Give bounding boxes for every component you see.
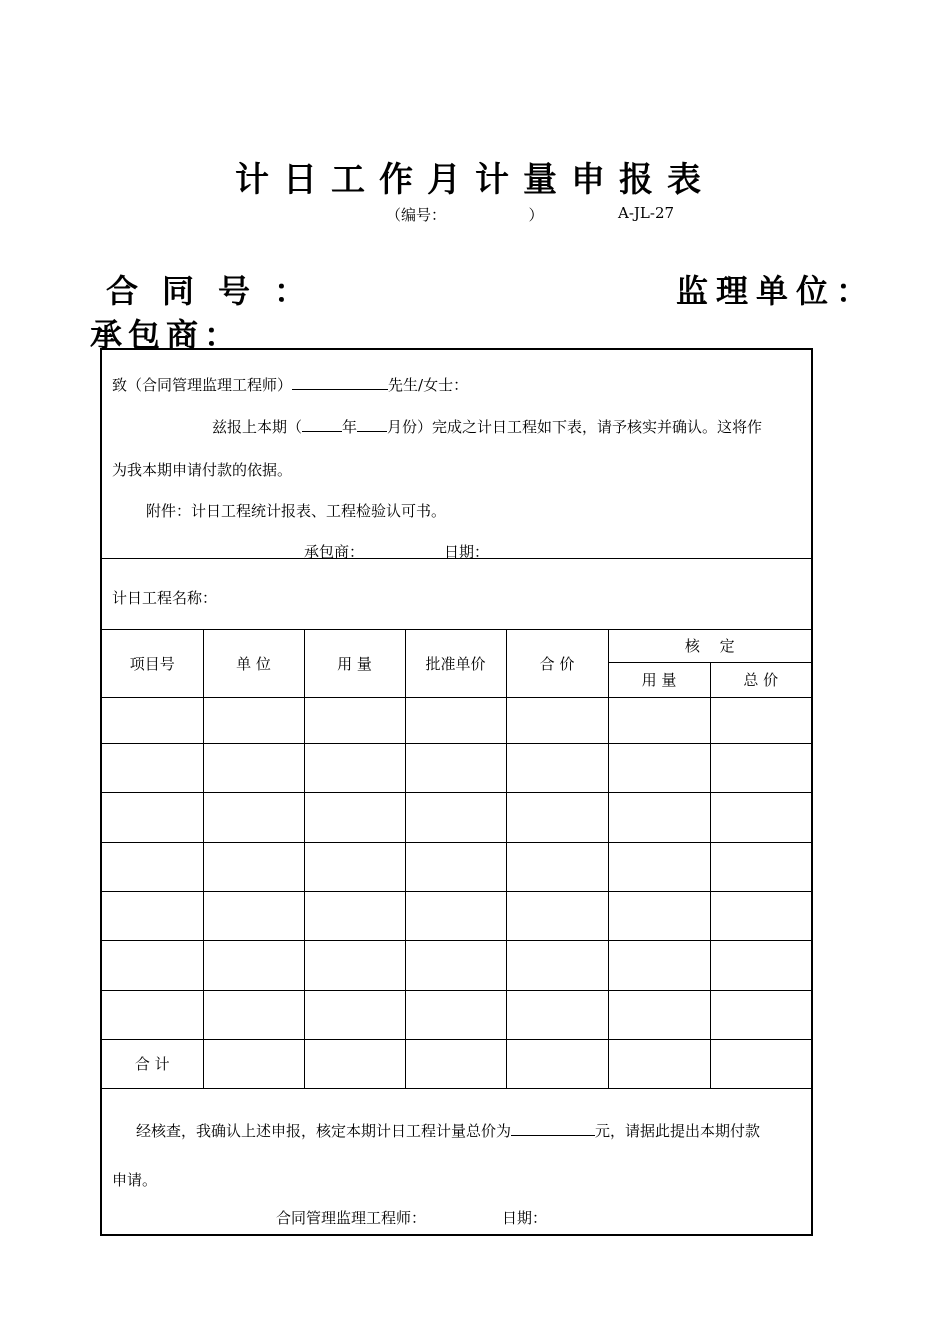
table-cell[interactable] [608, 697, 710, 743]
table-cell[interactable] [506, 891, 608, 940]
table-cell[interactable] [102, 697, 203, 743]
engineer-name-blank[interactable] [292, 375, 388, 390]
contract-number-label: 合同号： [106, 272, 331, 310]
table-cell[interactable] [506, 990, 608, 1039]
table-cell[interactable] [102, 792, 203, 842]
table-cell[interactable] [506, 697, 608, 743]
table-cell[interactable] [203, 743, 304, 792]
table-cell[interactable] [710, 891, 811, 940]
addressee-line [112, 374, 468, 395]
table-cell[interactable] [405, 743, 506, 792]
table-cell[interactable] [102, 743, 203, 792]
table-cell[interactable] [304, 940, 405, 990]
table-cell[interactable] [203, 792, 304, 842]
table-cell[interactable] [608, 842, 710, 891]
table-cell[interactable] [506, 792, 608, 842]
table-row [102, 792, 811, 842]
table-cell[interactable] [203, 842, 304, 891]
body-line-2: 为我本期申请付款的依据。 [112, 461, 293, 479]
table-cell[interactable] [710, 1039, 811, 1088]
confirmation-text-a: 经核查，我确认上述申报，核定本期计日工程计量总价为 [136, 1122, 512, 1140]
supervisor-unit-label: 监理单位： [676, 272, 877, 310]
project-name-label: 计日工程名称： [112, 589, 218, 607]
table-cell[interactable] [102, 940, 203, 990]
application-section [102, 350, 811, 559]
table-cell[interactable] [608, 1039, 710, 1088]
table-cell[interactable] [405, 940, 506, 990]
table-row [102, 891, 811, 940]
table-cell[interactable] [304, 891, 405, 940]
table-cell[interactable] [304, 792, 405, 842]
table-cell[interactable] [506, 940, 608, 990]
total-label: 合 计 [102, 1039, 203, 1088]
addressee-suffix: 先生/女士： [388, 376, 469, 394]
table-cell[interactable] [710, 842, 811, 891]
report-form [100, 348, 813, 1236]
table-cell[interactable] [608, 743, 710, 792]
table-cell[interactable] [304, 990, 405, 1039]
table-cell[interactable] [710, 697, 811, 743]
table-cell[interactable] [506, 1039, 608, 1088]
table-body [102, 697, 811, 1039]
table-cell[interactable] [203, 1039, 304, 1088]
table-cell[interactable] [608, 990, 710, 1039]
confirmation-line-2: 申请。 [112, 1171, 158, 1189]
month-blank[interactable] [357, 417, 387, 432]
table-cell[interactable] [304, 1039, 405, 1088]
table-cell[interactable] [203, 940, 304, 990]
table-cell[interactable] [203, 891, 304, 940]
table-cell[interactable] [405, 990, 506, 1039]
header-item-no: 项目号 [102, 630, 203, 697]
table-cell[interactable] [710, 743, 811, 792]
table-cell[interactable] [304, 842, 405, 891]
header-amount: 合 价 [506, 630, 608, 697]
addressee-prefix: 致（合同管理监理工程师） [112, 376, 293, 394]
daywork-table [102, 630, 811, 1089]
table-cell[interactable] [710, 940, 811, 990]
table-cell[interactable] [203, 697, 304, 743]
table-header-row [102, 630, 811, 662]
table-cell[interactable] [608, 891, 710, 940]
contractor-signature-label: 承包商： [304, 543, 365, 561]
table-cell[interactable] [405, 1039, 506, 1088]
table-cell[interactable] [304, 697, 405, 743]
table-cell[interactable] [405, 697, 506, 743]
header-verified: 核 定 [608, 630, 811, 662]
table-cell[interactable] [710, 792, 811, 842]
year-blank[interactable] [302, 417, 342, 432]
header-verified-total: 总 价 [710, 662, 811, 697]
table-cell[interactable] [203, 990, 304, 1039]
body-line-1 [212, 416, 762, 437]
table-cell[interactable] [405, 792, 506, 842]
header-unit-price: 批准单价 [405, 630, 506, 697]
contractor-label: 承包商： [90, 316, 243, 354]
table-cell[interactable] [506, 743, 608, 792]
table-row [102, 990, 811, 1039]
table-cell[interactable] [102, 891, 203, 940]
table-cell[interactable] [608, 940, 710, 990]
header-verified-quantity: 用 量 [608, 662, 710, 697]
table-cell[interactable] [405, 891, 506, 940]
serial-number-label: （编号： ） [386, 206, 544, 224]
table-row [102, 743, 811, 792]
total-price-blank[interactable] [511, 1121, 595, 1136]
table-cell[interactable] [102, 990, 203, 1039]
table-cell[interactable] [506, 842, 608, 891]
attachment-line: 附件：计日工程统计报表、工程检验认可书。 [146, 502, 447, 520]
table-cell[interactable] [102, 842, 203, 891]
table-cell[interactable] [608, 792, 710, 842]
header-unit: 单 位 [203, 630, 304, 697]
total-row [102, 1039, 811, 1088]
project-name-section [102, 559, 811, 630]
form-code: A-JL-27 [618, 204, 675, 222]
confirmation-text-b: 元，请据此提出本期付款 [595, 1122, 761, 1140]
confirmation-date-label: 日期： [502, 1209, 548, 1227]
table-cell[interactable] [710, 990, 811, 1039]
table-row [102, 940, 811, 990]
engineer-signature-label: 合同管理监理工程师： [276, 1209, 427, 1227]
header-quantity: 用 量 [304, 630, 405, 697]
year-label: 年 [342, 418, 358, 436]
body-text-b: 月份）完成之计日工程如下表，请予核实并确认。这将作 [387, 418, 763, 436]
table-row [102, 842, 811, 891]
body-text-a: 兹报上本期（ [212, 418, 303, 436]
confirmation-line-1 [136, 1120, 760, 1141]
confirmation-section [102, 1088, 811, 1234]
table-row [102, 697, 811, 743]
application-date-label: 日期： [444, 543, 490, 561]
table-cell[interactable] [304, 743, 405, 792]
table-cell[interactable] [405, 842, 506, 891]
page-title: 计日工作月计量申报表 [235, 160, 715, 200]
